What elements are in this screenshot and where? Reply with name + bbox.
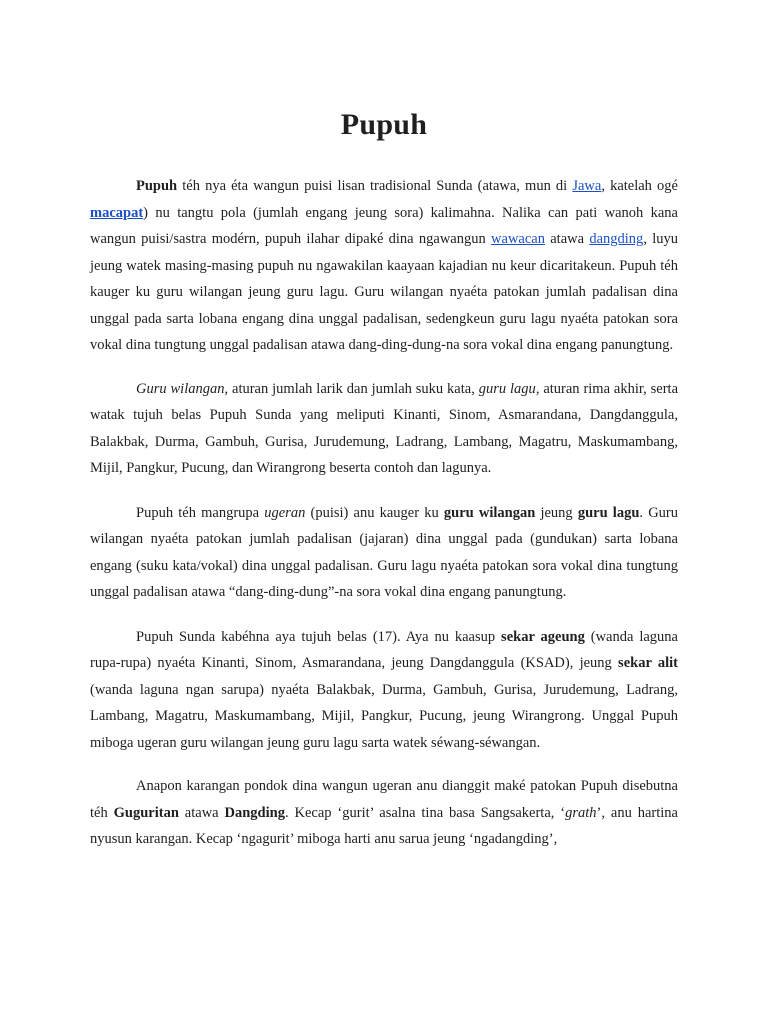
text-run: Pupuh Sunda kabéhna aya tujuh belas (17). Aya nu kaasup — [136, 628, 502, 645]
paragraph-2 — [90, 376, 678, 482]
paragraph-5 — [90, 773, 678, 853]
term-guguritan: Guguritan — [113, 804, 179, 821]
term-grath: grath — [565, 804, 597, 821]
paragraph-4 — [90, 624, 678, 757]
text-run: , aturan jumlah larik dan jumlah suku kata, — [224, 380, 479, 397]
text-run: . Kecap ‘gurit’ asalna tina basa Sangsakerta, ‘ — [284, 804, 566, 821]
term-pupuh: Pupuh — [136, 178, 178, 194]
paragraph-1 — [90, 173, 678, 359]
text-run: atawa — [544, 231, 590, 247]
text-run: Pupuh téh mangrupa — [136, 504, 265, 521]
text-run: (wanda laguna rupa-rupa) nyaéta Kinanti, Sinom, Asmarandana, jeung Dangdanggula (KSAD), jeung — [90, 628, 678, 671]
term-ugeran: ugeran — [264, 504, 306, 521]
term-guru-wilangan: Guru wilangan — [136, 380, 225, 397]
term-guru-wilangan: guru wilangan — [443, 504, 536, 521]
text-run: ’, anu hartina nyusun karangan. Kecap ‘ngagurit’ miboga harti anu sarua jeung ‘ngadangding’, — [90, 804, 678, 847]
document-title: Pupuh — [340, 108, 428, 141]
text-run: , aturan rima akhir, serta watak tujuh belas Pupuh Sunda yang meliputi Kinanti, Sinom, Asmarandana, Dangdanggula, Balakbak, Durma, Gambuh, Gurisa, Jurudemung, Ladrang, Lambang, Magatru, Maskumambang, Mijil, Pangkur, Pucung, dan Wirangrong beserta contoh dan lagunya. — [90, 380, 679, 476]
link-macapat[interactable]: macapat — [90, 204, 144, 221]
text-run: . Guru wilangan nyaéta patokan jumlah padalisan (jajaran) dina unggal pada (gundukan) sarta lobana engang (suku kata/vokal) dina unggal padalisan. Guru lagu nyaéta patokan sora vokal dina tungtung unggal padalisan atawa “dang-ding-dung”-na sora vokal dina engang panungtung. — [90, 504, 678, 600]
paragraph-3 — [90, 500, 678, 606]
text-run: atawa — [178, 804, 225, 821]
text-run: Anapon karangan pondok dina wangun ugeran anu dianggit maké patokan Pupuh disebutna téh — [90, 778, 678, 821]
term-guru-lagu: guru lagu — [577, 504, 640, 521]
term-guru-lagu: guru lagu — [478, 380, 536, 397]
text-run: jeung — [535, 504, 578, 521]
text-run: , katelah ogé — [601, 178, 678, 194]
text-run: téh nya éta wangun puisi lisan tradisional Sunda (atawa, mun di — [177, 178, 573, 194]
text-run: (wanda laguna ngan sarupa) nyaéta Balakbak, Durma, Gambuh, Gurisa, Jurudemung, Ladrang, Lambang, Magatru, Maskumambang, Mijil, Pangkur, Pucung, jeung Wirangrong. Unggal Pupuh miboga ugeran guru wilangan jeung guru lagu sarta watek séwang-séwangan. — [90, 681, 678, 751]
text-run: , luyu jeung watek masing-masing pupuh nu ngawakilan kaayaan kajadian nu keur dicaritakeun. Pupuh téh kauger ku guru wilangan jeung guru lagu. Guru wilangan nyaéta patokan jumlah padalisan dina unggal pada sarta lobana engang dina unggal padalisan, sedengkeun guru lagu nyaéta patokan sora vokal dina tungtung unggal padalisan atawa dang-ding-dung-na sora vokal dina engang panungtung. — [90, 231, 678, 353]
link-wawacan[interactable]: wawacan — [491, 231, 545, 247]
link-jawa[interactable]: Jawa — [572, 178, 602, 194]
term-sekar-alit: sekar alit — [618, 655, 678, 671]
text-run: ) nu tangtu pola (jumlah engang jeung sora) kalimahna. Nalika can pati wanoh kana wangun puisi/sastra modérn, pupuh ilahar dipaké dina ngawangun — [90, 204, 678, 247]
term-dangding: Dangding — [224, 804, 285, 821]
link-dangding[interactable]: dangding — [589, 231, 644, 247]
term-sekar-ageung: sekar ageung — [501, 628, 585, 645]
text-run: (puisi) anu kauger ku — [305, 504, 444, 521]
